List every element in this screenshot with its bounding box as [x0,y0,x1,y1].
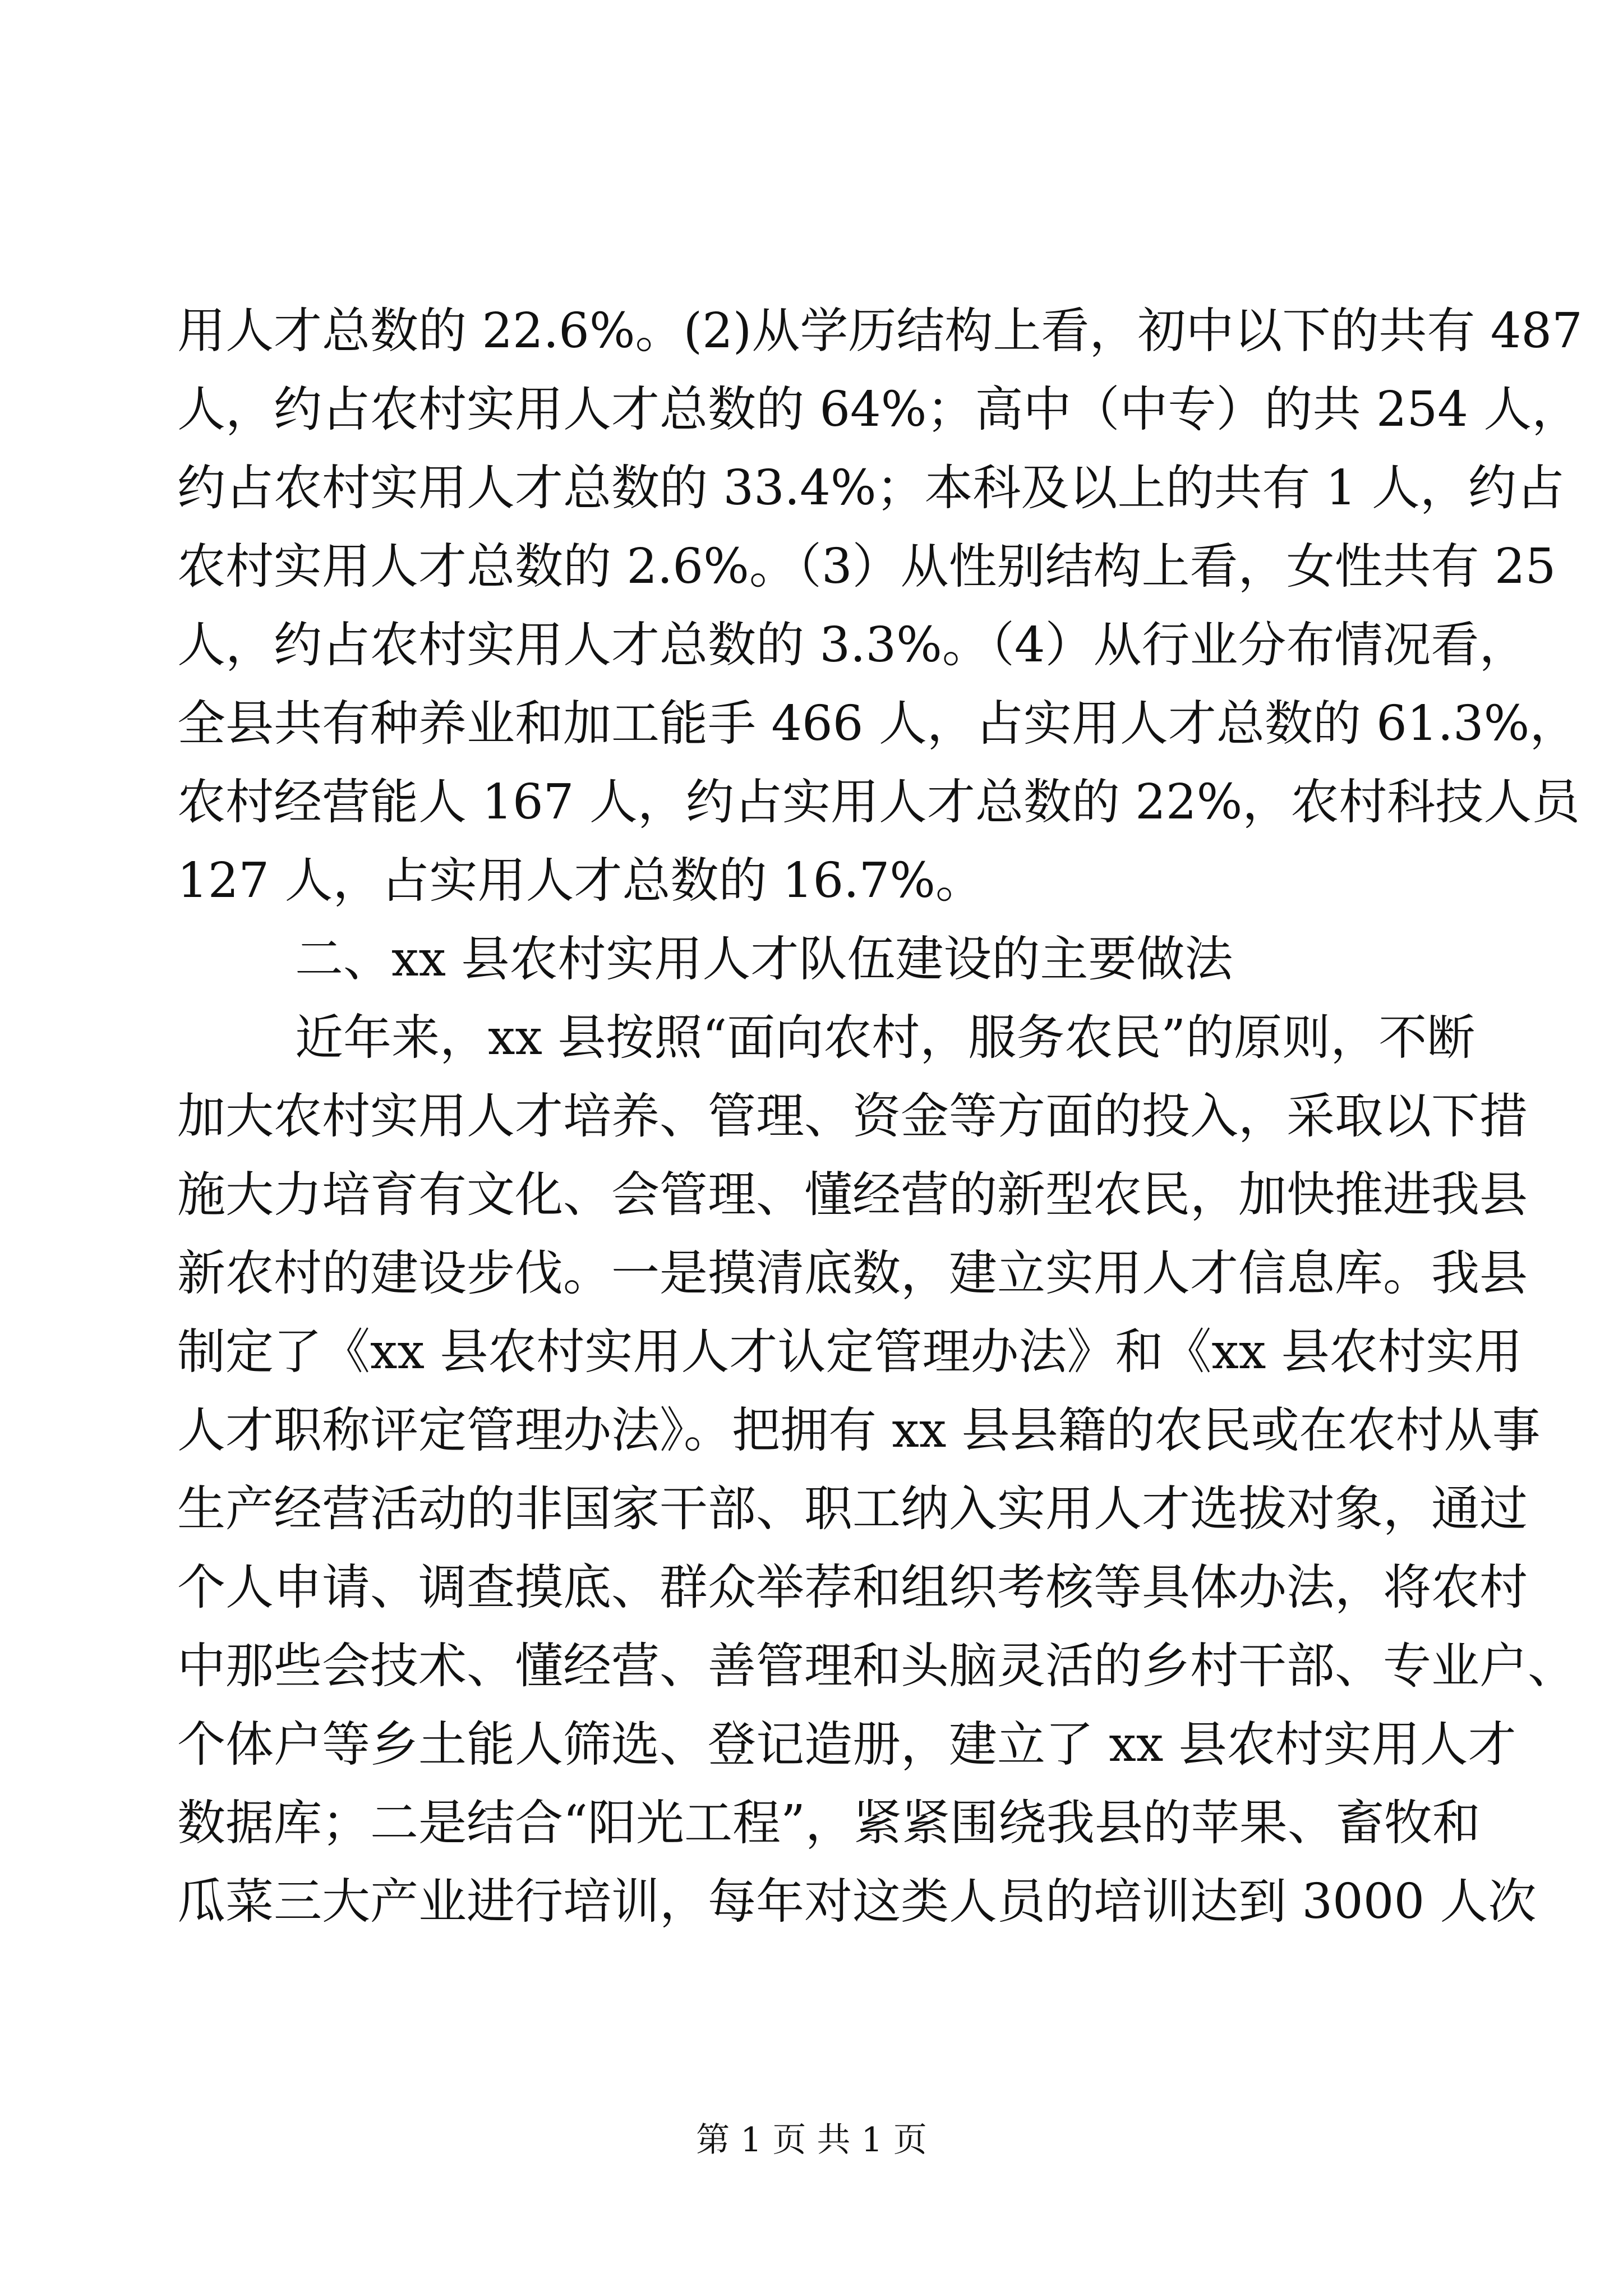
text-line: 瓜菜三大产业进行培训，每年对这类人员的培训达到 3000 人次 [177,1874,1537,1930]
text-line: 人，约占农村实用人才总数的 64%；高中（中专）的共 254 人， [177,381,1580,438]
text-line: 个人申请、调查摸底、群众举荐和组织考核等具体办法，将农村 [177,1559,1528,1616]
section-heading: 二、xx 县农村实用人才队伍建设的主要做法 [295,931,1233,987]
text-line: 施大力培育有文化、会管理、懂经营的新型农民，加快推进我县 [177,1167,1528,1223]
text-line: 制定了《xx 县农村实用人才认定管理办法》和《xx 县农村实用 [177,1324,1523,1380]
text-line: 约占农村实用人才总数的 33.4%；本科及以上的共有 1 人，约占 [177,460,1565,516]
text-line: 生产经营活动的非国家干部、职工纳入实用人才选拔对象，通过 [177,1481,1528,1537]
text-line: 农村经营能人 167 人，约占实用人才总数的 22%，农村科技人员 [177,774,1580,830]
text-line: 127 人，占实用人才总数的 16.7%。 [177,853,984,909]
text-line: 人才职称评定管理办法》。把拥有 xx 县县籍的农民或在农村从事 [177,1402,1541,1458]
text-line: 中那些会技术、懂经营、善管理和头脑灵活的乡村干部、专业户、 [177,1638,1576,1694]
text-line: 人，约占农村实用人才总数的 3.3%。（4）从行业分布情况看， [177,617,1528,673]
text-line: 用人才总数的 22.6%。(2)从学历结构上看，初中以下的共有 487 [177,303,1583,359]
text-line: 加大农村实用人才培养、管理、资金等方面的投入，采取以下措 [177,1088,1528,1144]
page-number-label: 第 1 页 共 1 页 [696,2120,927,2160]
page-footer [0,2118,1623,2162]
text-line: 个体户等乡土能人筛选、登记造册，建立了 xx 县农村实用人才 [177,1717,1516,1773]
text-line: 数据库；二是结合“阳光工程”，紧紧围绕我县的苹果、畜牧和 [177,1795,1481,1851]
text-line: 全县共有种养业和加工能手 466 人，占实用人才总数的 61.3%， [177,696,1578,752]
text-line: 农村实用人才总数的 2.6%。（3）从性别结构上看，女性共有 25 [177,539,1556,595]
text-line: 近年来，xx 县按照“面向农村，服务农民”的原则，不断 [295,1010,1476,1066]
text-line: 新农村的建设步伐。一是摸清底数，建立实用人才信息库。我县 [177,1245,1528,1301]
